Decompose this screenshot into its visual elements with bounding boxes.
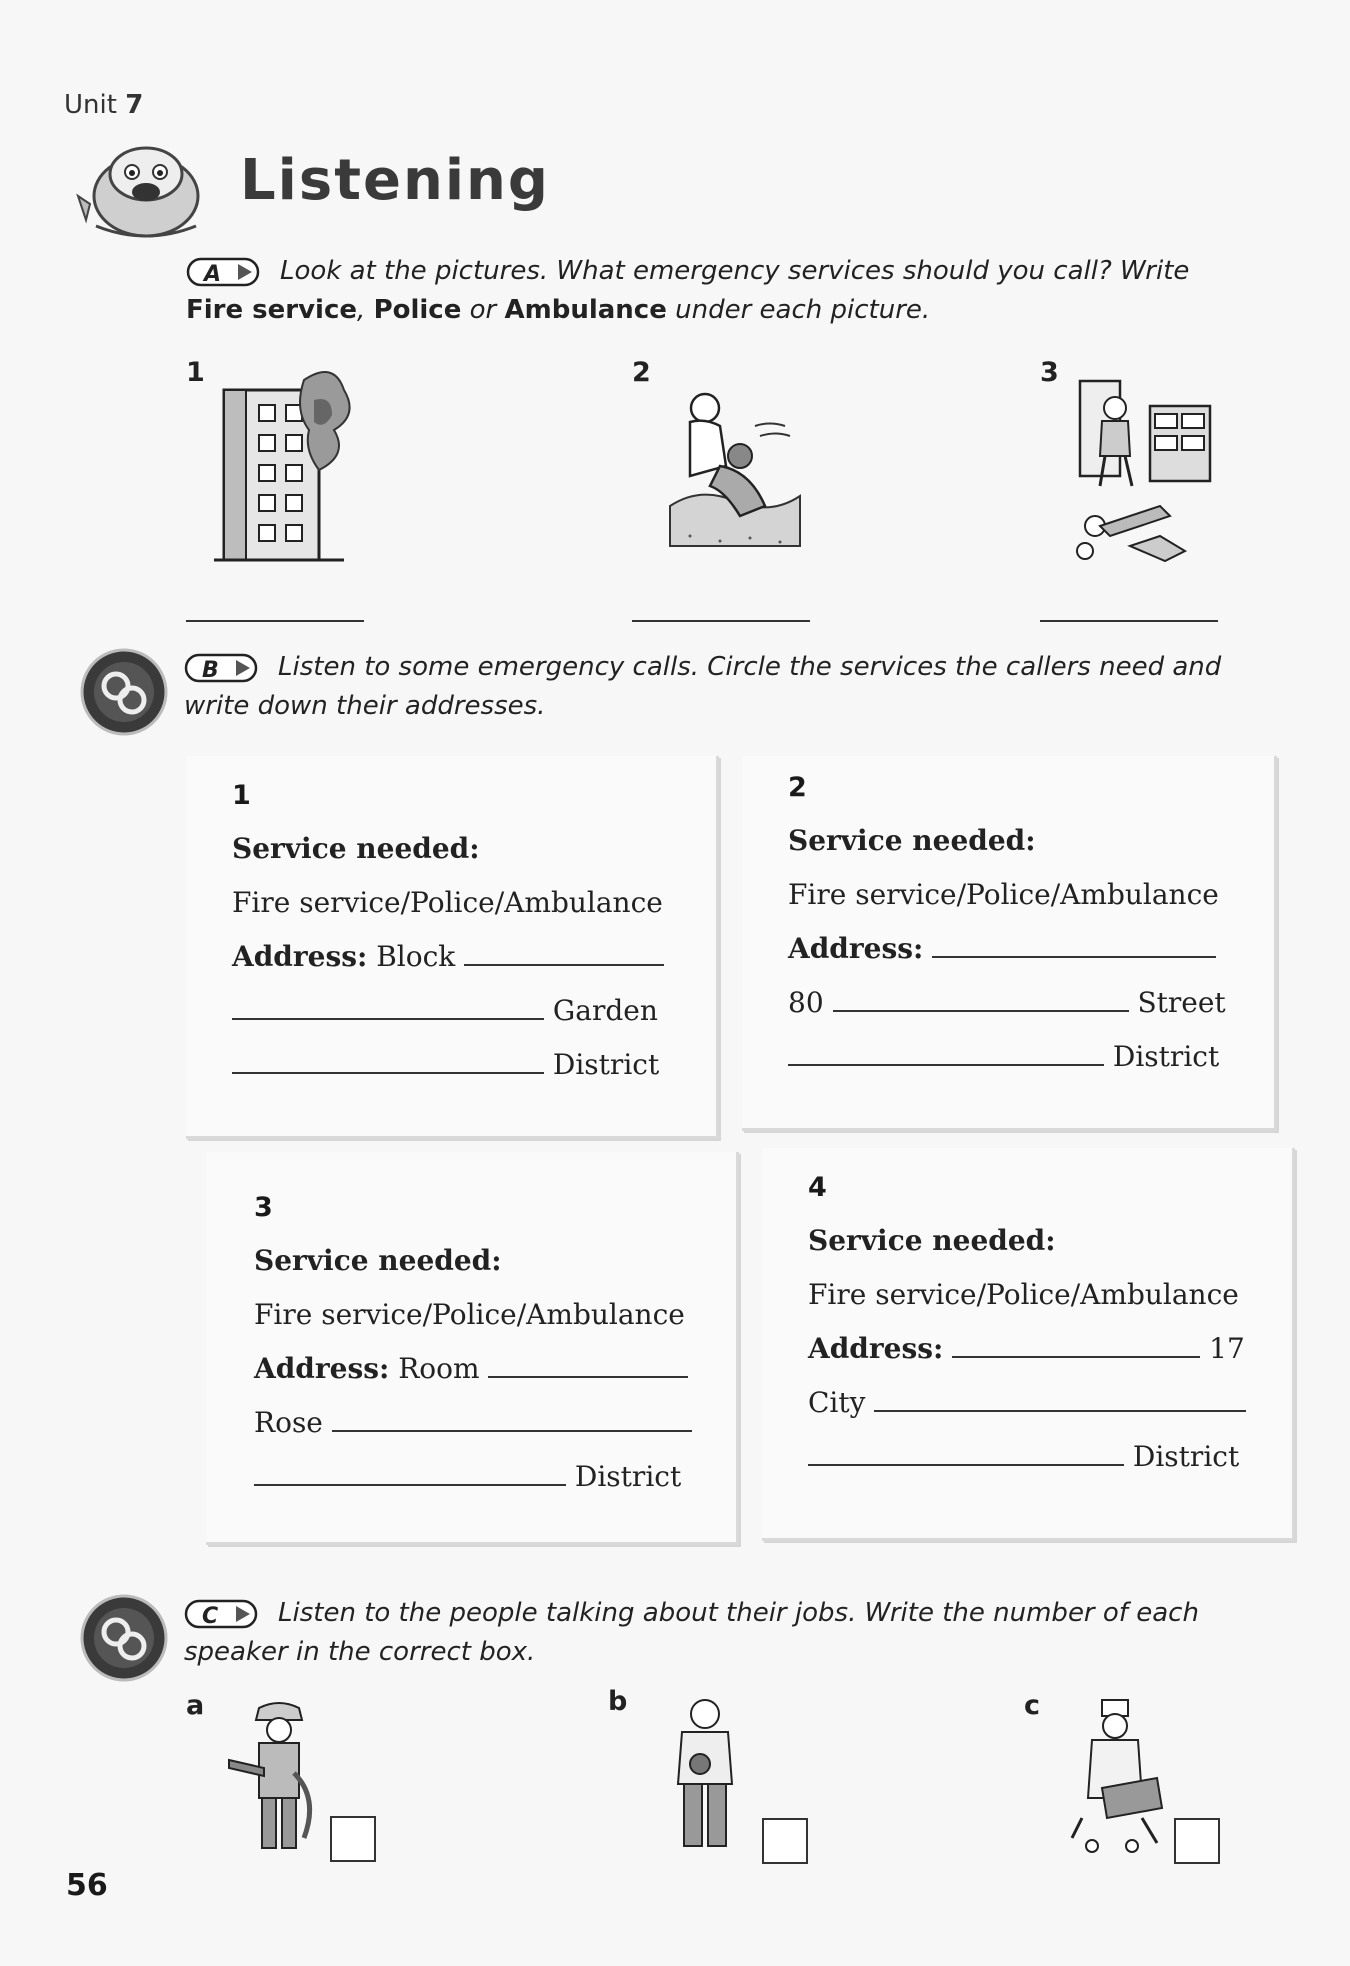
page-title: Listening bbox=[240, 148, 550, 213]
address-row: District bbox=[788, 1040, 1219, 1073]
burglary-scene-icon bbox=[1070, 376, 1220, 571]
blank-field[interactable] bbox=[788, 1042, 1104, 1066]
answer-line[interactable] bbox=[186, 620, 364, 622]
blank-field[interactable] bbox=[833, 988, 1129, 1012]
address-row: District bbox=[254, 1460, 681, 1493]
service-label: Service needed: bbox=[808, 1224, 1056, 1257]
address-row: District bbox=[808, 1440, 1239, 1473]
answer-box[interactable] bbox=[330, 1816, 376, 1862]
address-row: Garden bbox=[232, 994, 658, 1027]
call-number: 3 bbox=[254, 1192, 273, 1223]
speaker-letter: c bbox=[1024, 1690, 1041, 1721]
address-row: 80 Street bbox=[788, 986, 1226, 1019]
audio-disc-icon bbox=[78, 1592, 170, 1684]
section-a-instruction: A Look at the pictures. What emergency services should you call? Write Fire service, Police or Ambulance under each picture. bbox=[186, 256, 1190, 325]
section-c-instruction: C Listen to the people talking about their jobs. Write the number of each speaker in the correct box. bbox=[184, 1598, 1199, 1667]
blank-field[interactable] bbox=[464, 942, 664, 966]
section-c-tag-icon bbox=[184, 1598, 266, 1630]
doctor-icon bbox=[1062, 1698, 1172, 1854]
burning-building-icon bbox=[214, 360, 364, 565]
address-row: City bbox=[808, 1386, 1246, 1419]
picture-number: 2 bbox=[632, 357, 651, 388]
police-officer-icon bbox=[660, 1694, 750, 1856]
picture-number: 1 bbox=[186, 357, 205, 388]
service-options[interactable]: Fire service/Police/Ambulance bbox=[808, 1278, 1239, 1311]
drowning-rescue-icon bbox=[660, 386, 810, 556]
blank-field[interactable] bbox=[332, 1408, 692, 1432]
service-options[interactable]: Fire service/Police/Ambulance bbox=[232, 886, 663, 919]
answer-line[interactable] bbox=[1040, 620, 1218, 622]
section-c-tag: C bbox=[202, 1603, 219, 1629]
section-a-tag: A bbox=[204, 261, 222, 287]
blank-field[interactable] bbox=[874, 1388, 1246, 1412]
address-row: Address: bbox=[788, 932, 1216, 965]
listening-mascot-icon bbox=[76, 134, 216, 244]
blank-field[interactable] bbox=[232, 1050, 544, 1074]
answer-line[interactable] bbox=[632, 620, 810, 622]
audio-disc-icon bbox=[78, 646, 170, 738]
section-a-tag-icon bbox=[186, 256, 268, 288]
address-row: District bbox=[232, 1048, 659, 1081]
service-label: Service needed: bbox=[788, 824, 1036, 857]
address-row: Rose bbox=[254, 1406, 692, 1439]
section-b-tag: B bbox=[202, 657, 219, 683]
firefighter-icon bbox=[224, 1698, 334, 1858]
emergency-call-card-3 bbox=[206, 1152, 739, 1545]
blank-field[interactable] bbox=[232, 996, 544, 1020]
blank-field[interactable] bbox=[488, 1354, 688, 1378]
blank-field[interactable] bbox=[932, 934, 1216, 958]
emergency-call-card-1 bbox=[186, 756, 719, 1139]
section-b-instruction: B Listen to some emergency calls. Circle the services the callers need and write down their addresses. bbox=[184, 652, 1222, 721]
unit-label: Unit 7 bbox=[64, 90, 144, 120]
unit-number: 7 bbox=[125, 90, 144, 120]
blank-field[interactable] bbox=[952, 1334, 1200, 1358]
page-number: 56 bbox=[66, 1868, 108, 1903]
answer-box[interactable] bbox=[1174, 1818, 1220, 1864]
address-row: Address: 17 bbox=[808, 1332, 1245, 1365]
service-label: Service needed: bbox=[254, 1244, 502, 1277]
service-options[interactable]: Fire service/Police/Ambulance bbox=[254, 1298, 685, 1331]
call-number: 4 bbox=[808, 1172, 827, 1203]
service-label: Service needed: bbox=[232, 832, 480, 865]
address-row: Address: Room bbox=[254, 1352, 688, 1385]
call-number: 2 bbox=[788, 772, 807, 803]
answer-box[interactable] bbox=[762, 1818, 808, 1864]
emergency-call-card-4 bbox=[762, 1148, 1295, 1541]
call-number: 1 bbox=[232, 780, 251, 811]
address-row: Address: Block bbox=[232, 940, 664, 973]
section-b-tag-icon bbox=[184, 652, 266, 684]
speaker-letter: a bbox=[186, 1690, 205, 1721]
service-options[interactable]: Fire service/Police/Ambulance bbox=[788, 878, 1219, 911]
emergency-call-card-2 bbox=[742, 756, 1277, 1131]
speaker-letter: b bbox=[608, 1686, 628, 1717]
blank-field[interactable] bbox=[254, 1462, 566, 1486]
blank-field[interactable] bbox=[808, 1442, 1124, 1466]
picture-number: 3 bbox=[1040, 357, 1059, 388]
